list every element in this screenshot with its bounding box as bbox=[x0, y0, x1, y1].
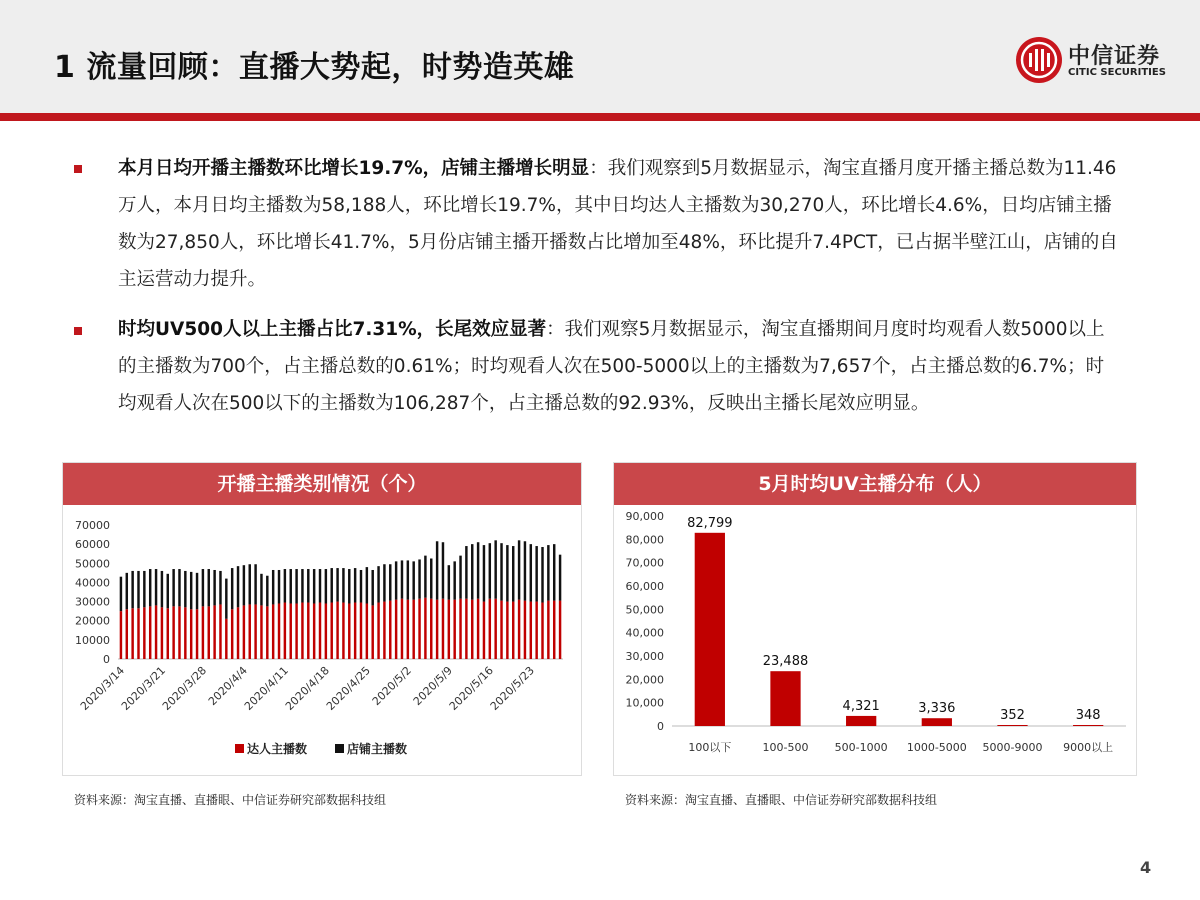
x-tick-label: 2020/4/18 bbox=[282, 663, 332, 714]
data-label: 23,488 bbox=[762, 654, 809, 670]
x-tick-label: 2020/5/16 bbox=[446, 663, 496, 714]
bar-100以下 bbox=[695, 533, 725, 726]
left-chart-panel bbox=[62, 462, 582, 776]
bar-dianpu bbox=[272, 570, 274, 604]
bar-daren bbox=[319, 603, 321, 659]
bar-daren bbox=[208, 606, 210, 659]
data-label: 82,799 bbox=[687, 515, 733, 531]
bar-daren bbox=[325, 603, 327, 659]
uv-bar-chart bbox=[614, 463, 1136, 775]
bar-dianpu bbox=[541, 547, 543, 603]
x-tick-label: 2020/3/21 bbox=[118, 663, 169, 714]
bar-dianpu bbox=[471, 544, 473, 600]
bar-daren bbox=[342, 603, 344, 659]
bar-daren bbox=[196, 609, 198, 659]
bar-dianpu bbox=[290, 569, 292, 603]
bar-daren bbox=[448, 600, 450, 659]
bar-daren bbox=[494, 599, 496, 659]
bullet-marker bbox=[74, 165, 82, 173]
bar-daren bbox=[313, 603, 315, 659]
bar-daren bbox=[418, 599, 420, 659]
bar-daren bbox=[219, 604, 221, 659]
x-tick-label: 2020/4/11 bbox=[241, 663, 291, 714]
bar-dianpu bbox=[524, 541, 526, 600]
legend-swatch bbox=[335, 744, 344, 753]
bar-daren bbox=[249, 604, 251, 659]
bar-dianpu bbox=[530, 544, 532, 601]
y-tick-label: 0 bbox=[657, 720, 664, 733]
bar-dianpu bbox=[483, 545, 485, 601]
bar-daren bbox=[120, 611, 122, 659]
right-chart-source: 资料来源：淘宝直播、直播眼、中信证券研究部数据科技组 bbox=[625, 793, 938, 807]
x-tick-label: 2020/3/14 bbox=[77, 663, 128, 714]
bar-daren bbox=[377, 603, 379, 659]
bar-dianpu bbox=[325, 569, 327, 603]
bar-daren bbox=[231, 609, 233, 659]
bar-daren bbox=[260, 605, 262, 659]
bar-dianpu bbox=[190, 572, 192, 609]
bar-dianpu bbox=[342, 568, 344, 602]
bar-dianpu bbox=[465, 546, 467, 599]
bar-5000-9000 bbox=[997, 725, 1027, 726]
legend-swatch bbox=[235, 744, 244, 753]
bar-dianpu bbox=[219, 571, 221, 605]
y-tick-label: 40000 bbox=[75, 576, 110, 590]
bar-dianpu bbox=[260, 574, 262, 606]
bar-dianpu bbox=[196, 573, 198, 609]
bar-dianpu bbox=[401, 560, 403, 598]
bar-1000-5000 bbox=[922, 718, 952, 726]
bar-dianpu bbox=[184, 571, 186, 607]
bar-daren bbox=[172, 606, 174, 659]
bar-dianpu bbox=[453, 561, 455, 599]
bar-daren bbox=[524, 601, 526, 659]
bar-daren bbox=[143, 607, 145, 659]
x-tick-label: 2020/4/4 bbox=[205, 663, 251, 709]
paragraph-2 bbox=[118, 311, 1118, 422]
bar-dianpu bbox=[307, 569, 309, 603]
bar-daren bbox=[131, 608, 133, 659]
bar-dianpu bbox=[137, 571, 139, 608]
bar-dianpu bbox=[553, 544, 555, 600]
x-tick-label: 2020/4/25 bbox=[323, 663, 373, 714]
bar-daren bbox=[225, 619, 227, 659]
bar-dianpu bbox=[313, 569, 315, 603]
y-tick-label: 40,000 bbox=[625, 626, 664, 640]
legend-label: 达人主播数 bbox=[247, 742, 308, 756]
bar-daren bbox=[559, 601, 561, 659]
bar-daren bbox=[354, 603, 356, 659]
bar-dianpu bbox=[225, 579, 227, 619]
bar-dianpu bbox=[442, 542, 444, 598]
bar-dianpu bbox=[249, 564, 251, 604]
bar-dianpu bbox=[500, 543, 502, 600]
bar-dianpu bbox=[383, 564, 385, 601]
bar-dianpu bbox=[489, 543, 491, 599]
bar-daren bbox=[371, 605, 373, 659]
x-tick-label: 9000以上 bbox=[1063, 741, 1114, 754]
bar-daren bbox=[465, 599, 467, 659]
bar-daren bbox=[477, 599, 479, 659]
bar-daren bbox=[535, 602, 537, 659]
bar-daren bbox=[161, 607, 163, 659]
bar-dianpu bbox=[213, 570, 215, 605]
bar-dianpu bbox=[178, 569, 180, 606]
bar-dianpu bbox=[295, 569, 297, 603]
bar-daren bbox=[307, 603, 309, 659]
bar-daren bbox=[336, 602, 338, 659]
x-tick-label: 5000-9000 bbox=[982, 741, 1043, 754]
x-tick-label: 100以下 bbox=[688, 741, 732, 754]
bar-daren bbox=[506, 602, 508, 659]
bar-daren bbox=[290, 603, 292, 659]
legend-label: 店铺主播数 bbox=[347, 742, 408, 756]
bar-daren bbox=[213, 605, 215, 659]
bar-dianpu bbox=[172, 569, 174, 606]
bar-dianpu bbox=[436, 541, 438, 599]
bar-dianpu bbox=[301, 569, 303, 603]
bar-dianpu bbox=[360, 570, 362, 603]
y-tick-label: 70,000 bbox=[625, 556, 664, 570]
bar-daren bbox=[383, 602, 385, 659]
citic-emblem-icon bbox=[1016, 37, 1062, 83]
bar-daren bbox=[395, 600, 397, 659]
bar-daren bbox=[149, 606, 151, 659]
bar-dianpu bbox=[120, 577, 122, 611]
bar-dianpu bbox=[448, 565, 450, 599]
bar-dianpu bbox=[336, 568, 338, 602]
bar-daren bbox=[360, 603, 362, 659]
right-chart-panel bbox=[613, 462, 1137, 776]
left-chart-header: 开播主播类别情况（个） bbox=[63, 463, 581, 505]
bar-dianpu bbox=[395, 561, 397, 599]
bar-daren bbox=[272, 604, 274, 659]
logo-text-en: CITIC SECURITIES bbox=[1068, 67, 1166, 78]
y-tick-label: 10,000 bbox=[625, 696, 664, 710]
y-tick-label: 50,000 bbox=[625, 603, 664, 617]
y-tick-label: 10000 bbox=[75, 633, 110, 647]
paragraph-1-lead: 本月日均开播主播数环比增长19.7%，店铺主播增长明显 bbox=[118, 158, 590, 179]
bar-dianpu bbox=[494, 540, 496, 598]
y-tick-label: 20,000 bbox=[625, 673, 664, 687]
bar-daren bbox=[155, 605, 157, 659]
right-chart-header: 5月时均UV主播分布（人） bbox=[614, 463, 1136, 505]
bar-dianpu bbox=[330, 568, 332, 602]
y-tick-label: 80,000 bbox=[625, 533, 664, 547]
left-chart-source: 资料来源：淘宝直播、直播眼、中信证券研究部数据科技组 bbox=[74, 793, 387, 807]
bar-dianpu bbox=[208, 569, 210, 606]
bar-daren bbox=[284, 603, 286, 659]
bar-dianpu bbox=[559, 555, 561, 601]
paragraph-2-lead: 时均UV500人以上主播占比7.31%，长尾效应显著 bbox=[118, 319, 547, 340]
bar-daren bbox=[553, 601, 555, 659]
bar-daren bbox=[471, 600, 473, 659]
bar-daren bbox=[254, 604, 256, 659]
bar-daren bbox=[530, 602, 532, 659]
y-tick-label: 60000 bbox=[75, 538, 110, 552]
bar-dianpu bbox=[126, 573, 128, 609]
bullet-marker bbox=[74, 327, 82, 335]
bar-daren bbox=[459, 599, 461, 659]
bar-100-500 bbox=[770, 671, 800, 726]
bar-daren bbox=[301, 603, 303, 659]
paragraph-1 bbox=[118, 150, 1118, 298]
bar-daren bbox=[547, 601, 549, 659]
bar-daren bbox=[366, 603, 368, 659]
bar-daren bbox=[295, 603, 297, 659]
stacked-bar-chart bbox=[63, 463, 581, 775]
bar-dianpu bbox=[418, 559, 420, 598]
bar-daren bbox=[348, 603, 350, 659]
y-tick-label: 20000 bbox=[75, 614, 110, 628]
bar-daren bbox=[412, 600, 414, 659]
bar-daren bbox=[424, 598, 426, 659]
bar-dianpu bbox=[506, 545, 508, 601]
bar-dianpu bbox=[371, 570, 373, 605]
data-label: 3,336 bbox=[918, 701, 956, 717]
bar-dianpu bbox=[518, 540, 520, 599]
y-tick-label: 60,000 bbox=[625, 580, 664, 593]
bar-daren bbox=[243, 605, 245, 659]
bar-daren bbox=[407, 600, 409, 659]
x-tick-label: 500-1000 bbox=[834, 741, 888, 754]
bar-dianpu bbox=[407, 560, 409, 599]
bar-daren bbox=[401, 599, 403, 659]
x-tick-label: 1000-5000 bbox=[906, 741, 967, 754]
y-tick-label: 90,000 bbox=[625, 510, 664, 523]
bar-dianpu bbox=[477, 542, 479, 598]
page-title: 1 流量回顾：直播大势起，时势造英雄 bbox=[54, 50, 575, 85]
data-label: 352 bbox=[1000, 708, 1025, 723]
bar-dianpu bbox=[161, 571, 163, 607]
logo-text-cn: 中信证券 bbox=[1068, 44, 1161, 69]
bar-daren bbox=[436, 600, 438, 659]
bar-daren bbox=[167, 608, 169, 659]
bar-dianpu bbox=[424, 556, 426, 598]
bar-9000以上 bbox=[1073, 725, 1103, 726]
bar-daren bbox=[126, 609, 128, 659]
x-tick-label: 100-500 bbox=[762, 741, 809, 754]
bar-dianpu bbox=[377, 566, 379, 602]
y-tick-label: 30,000 bbox=[625, 650, 664, 663]
x-tick-label: 2020/5/9 bbox=[410, 663, 455, 709]
paragraph-2-body: ：我们观察5月数据显示，淘宝直播期间月度时均观看人数5000以上的主播数为700个，占主播总数的0.61%；时均观看人次在500-5000以上的主播数为7,657个，占主播总数的6.7%；时均观看人次在500以下的主播数为106,287个，占主播总数的92.93%，反映出主播长尾效应明显。 bbox=[118, 319, 1105, 414]
bar-daren bbox=[184, 607, 186, 659]
bar-daren bbox=[237, 607, 239, 659]
bar-daren bbox=[453, 600, 455, 659]
bar-daren bbox=[178, 606, 180, 659]
bar-dianpu bbox=[231, 568, 233, 609]
x-tick-label: 2020/5/2 bbox=[369, 663, 414, 709]
bar-dianpu bbox=[459, 556, 461, 599]
bar-dianpu bbox=[243, 565, 245, 605]
bar-daren bbox=[278, 603, 280, 659]
header-divider bbox=[0, 113, 1200, 121]
bar-daren bbox=[330, 603, 332, 659]
bar-daren bbox=[442, 599, 444, 659]
bar-daren bbox=[266, 606, 268, 659]
bar-dianpu bbox=[348, 569, 350, 603]
y-tick-label: 50000 bbox=[75, 557, 110, 571]
bar-daren bbox=[518, 600, 520, 659]
bar-daren bbox=[489, 599, 491, 659]
bar-dianpu bbox=[237, 566, 239, 607]
bar-dianpu bbox=[202, 569, 204, 606]
page-number: 4 bbox=[1140, 858, 1152, 877]
bar-dianpu bbox=[155, 569, 157, 605]
bar-dianpu bbox=[389, 564, 391, 600]
bar-dianpu bbox=[143, 571, 145, 607]
data-label: 348 bbox=[1075, 708, 1101, 723]
bar-dianpu bbox=[354, 568, 356, 602]
bar-dianpu bbox=[366, 567, 368, 603]
y-tick-label: 70000 bbox=[75, 519, 110, 532]
bar-daren bbox=[483, 602, 485, 659]
y-tick-label: 30000 bbox=[75, 595, 110, 609]
citic-logo bbox=[1016, 37, 1186, 87]
bar-dianpu bbox=[319, 569, 321, 603]
bar-dianpu bbox=[535, 546, 537, 602]
bar-dianpu bbox=[547, 545, 549, 601]
bar-dianpu bbox=[254, 564, 256, 604]
paragraph-1-body: ：我们观察到5月数据显示，淘宝直播月度开播主播总数为11.46万人，本月日均主播数为58,188人，环比增长19.7%，其中日均达人主播数为30,270人，环比增长4.6%，日均店铺主播数为27,850人，环比增长41.7%，5月份店铺主播开播数占比增加至48%，环比提升7.4PCT，已占据半壁江山，店铺的自主运营动力提升。 bbox=[118, 158, 1118, 290]
x-tick-label: 2020/3/28 bbox=[159, 663, 210, 714]
bar-daren bbox=[202, 606, 204, 659]
bar-daren bbox=[389, 601, 391, 659]
bar-daren bbox=[512, 602, 514, 659]
bar-daren bbox=[541, 603, 543, 659]
bar-dianpu bbox=[512, 546, 514, 602]
x-tick-label: 2020/5/23 bbox=[487, 663, 537, 714]
y-tick-label: 0 bbox=[103, 653, 110, 666]
bar-dianpu bbox=[430, 559, 432, 599]
bar-dianpu bbox=[266, 576, 268, 607]
data-label: 4,321 bbox=[842, 698, 880, 714]
bar-dianpu bbox=[149, 569, 151, 606]
bar-dianpu bbox=[284, 569, 286, 603]
bar-dianpu bbox=[412, 561, 414, 599]
bar-dianpu bbox=[167, 574, 169, 608]
bar-daren bbox=[137, 608, 139, 659]
bar-500-1000 bbox=[846, 716, 876, 726]
bar-daren bbox=[190, 609, 192, 659]
bar-daren bbox=[430, 599, 432, 659]
bar-daren bbox=[500, 601, 502, 659]
bar-dianpu bbox=[278, 570, 280, 604]
bar-dianpu bbox=[131, 571, 133, 608]
